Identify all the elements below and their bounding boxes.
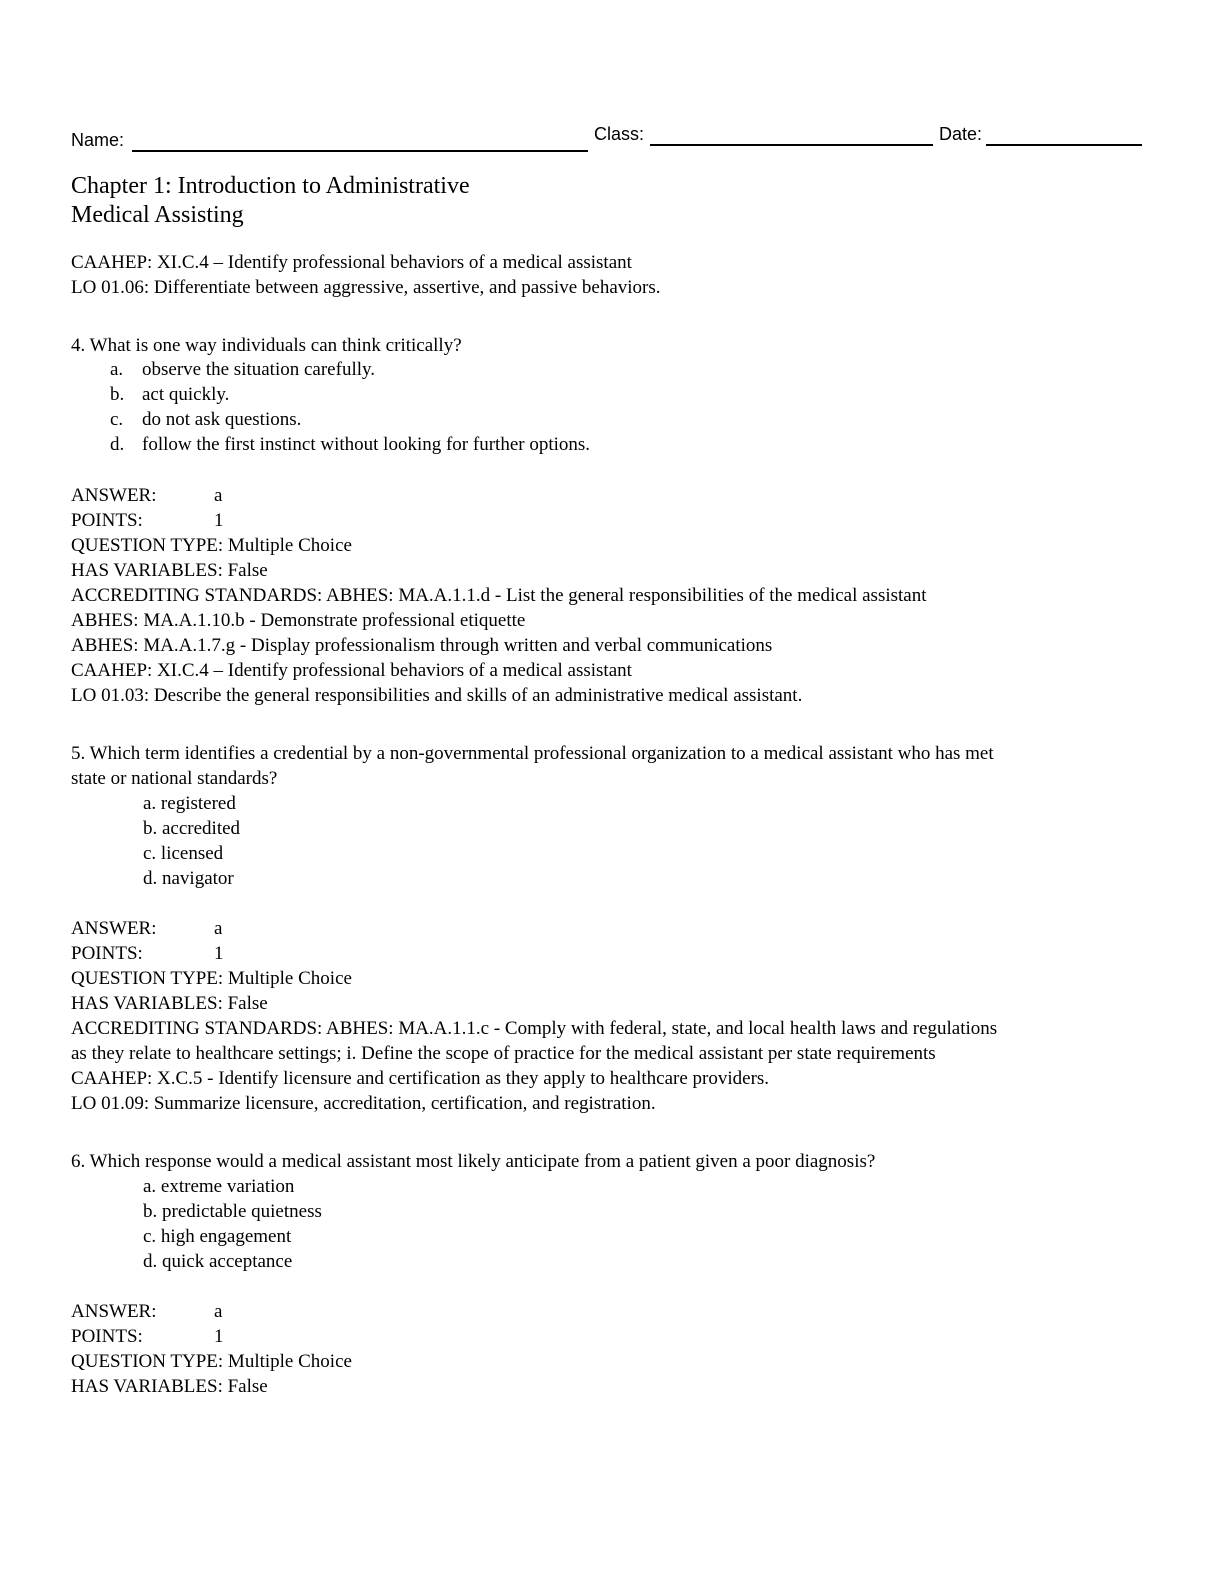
class-field-line[interactable] bbox=[650, 144, 933, 146]
answer-label: ANSWER: bbox=[71, 918, 157, 939]
question-4-option-c bbox=[110, 407, 301, 432]
class-label: Class: bbox=[594, 124, 645, 144]
option-letter: b. bbox=[110, 384, 125, 405]
question-6-option-d: d. quick acceptance bbox=[143, 1251, 293, 1272]
question-4-option-b bbox=[110, 382, 229, 407]
question-5-standard-1: ACCREDITING STANDARDS: ABHES: MA.A.1.1.c - Comply with federal, state, and local health laws and regulations bbox=[71, 1018, 998, 1039]
question-6-answer bbox=[71, 1299, 222, 1324]
points-label: POINTS: bbox=[71, 510, 143, 531]
question-4-standard-5: LO 01.03: Describe the general responsibilities and skills of an administrative medical assistant. bbox=[71, 685, 803, 706]
question-4-variables: HAS VARIABLES: False bbox=[71, 560, 268, 581]
question-5-points bbox=[71, 941, 224, 966]
chapter-title-line-1: Chapter 1: Introduction to Administrative bbox=[71, 173, 470, 199]
date-field-line[interactable] bbox=[986, 144, 1142, 146]
question-5-option-b: b. accredited bbox=[143, 818, 241, 839]
question-5-text-line-2: state or national standards? bbox=[71, 768, 278, 789]
answer-value: a bbox=[214, 485, 223, 506]
question-4-standard-2: ABHES: MA.A.1.10.b - Demonstrate professional etiquette bbox=[71, 610, 526, 631]
chapter-title bbox=[71, 172, 591, 230]
chapter-title-line-2: Medical Assisting bbox=[71, 202, 244, 228]
worksheet-header bbox=[71, 120, 1143, 154]
answer-label: ANSWER: bbox=[71, 1301, 157, 1322]
question-5-option-d: d. navigator bbox=[143, 868, 234, 889]
answer-label: ANSWER: bbox=[71, 485, 157, 506]
name-field-line[interactable] bbox=[132, 150, 588, 152]
question-5-answer bbox=[71, 916, 222, 941]
question-6-option-a: a. extreme variation bbox=[143, 1176, 295, 1197]
question-6-text: 6. Which response would a medical assistant most likely anticipate from a patient given a poor diagnosis? bbox=[71, 1151, 876, 1172]
option-text: observe the situation carefully. bbox=[142, 359, 376, 380]
question-4-text: 4. What is one way individuals can think critically? bbox=[71, 335, 462, 356]
question-5-option-a: a. registered bbox=[143, 793, 236, 814]
question-4-points bbox=[71, 508, 224, 533]
question-5-text-line-1: 5. Which term identifies a credential by a non-governmental professional organization to a medical assistant who has met bbox=[71, 743, 994, 764]
points-value: 1 bbox=[214, 943, 224, 964]
intro-caahep: CAAHEP: XI.C.4 – Identify professional behaviors of a medical assistant bbox=[71, 252, 632, 273]
question-5-variables: HAS VARIABLES: False bbox=[71, 993, 268, 1014]
question-4-type: QUESTION TYPE: Multiple Choice bbox=[71, 535, 352, 556]
question-4-option-a bbox=[110, 357, 375, 382]
question-6-option-c: c. high engagement bbox=[143, 1226, 292, 1247]
option-letter: a. bbox=[110, 359, 124, 380]
question-5-option-c: c. licensed bbox=[143, 843, 224, 864]
question-4-standard-1: ACCREDITING STANDARDS: ABHES: MA.A.1.1.d - List the general responsibilities of the medical assistant bbox=[71, 585, 927, 606]
question-5-type: QUESTION TYPE: Multiple Choice bbox=[71, 968, 352, 989]
option-text: do not ask questions. bbox=[142, 409, 302, 430]
question-6-option-b: b. predictable quietness bbox=[143, 1201, 322, 1222]
question-6-points bbox=[71, 1324, 224, 1349]
question-6-variables: HAS VARIABLES: False bbox=[71, 1376, 268, 1397]
option-text: follow the first instinct without looking for further options. bbox=[142, 434, 591, 455]
question-5-standard-2: as they relate to healthcare settings; i. Define the scope of practice for the medical assistant per state requirements bbox=[71, 1043, 936, 1064]
question-4-option-d bbox=[110, 432, 590, 457]
question-5-standard-4: LO 01.09: Summarize licensure, accreditation, certification, and registration. bbox=[71, 1093, 656, 1114]
points-label: POINTS: bbox=[71, 943, 143, 964]
points-label: POINTS: bbox=[71, 1326, 143, 1347]
intro-lo: LO 01.06: Differentiate between aggressive, assertive, and passive behaviors. bbox=[71, 277, 661, 298]
name-label: Name: bbox=[71, 130, 125, 150]
question-6-type: QUESTION TYPE: Multiple Choice bbox=[71, 1351, 352, 1372]
option-text: act quickly. bbox=[142, 384, 230, 405]
points-value: 1 bbox=[214, 510, 224, 531]
question-5-standard-3: CAAHEP: X.C.5 - Identify licensure and certification as they apply to healthcare providers. bbox=[71, 1068, 770, 1089]
points-value: 1 bbox=[214, 1326, 224, 1347]
option-letter: d. bbox=[110, 434, 125, 455]
answer-value: a bbox=[214, 918, 223, 939]
date-label: Date: bbox=[939, 124, 983, 144]
question-4-standard-4: CAAHEP: XI.C.4 – Identify professional behaviors of a medical assistant bbox=[71, 660, 632, 681]
option-letter: c. bbox=[110, 409, 124, 430]
question-4-answer bbox=[71, 483, 222, 508]
question-4-standard-3: ABHES: MA.A.1.7.g - Display professionalism through written and verbal communications bbox=[71, 635, 773, 656]
answer-value: a bbox=[214, 1301, 223, 1322]
